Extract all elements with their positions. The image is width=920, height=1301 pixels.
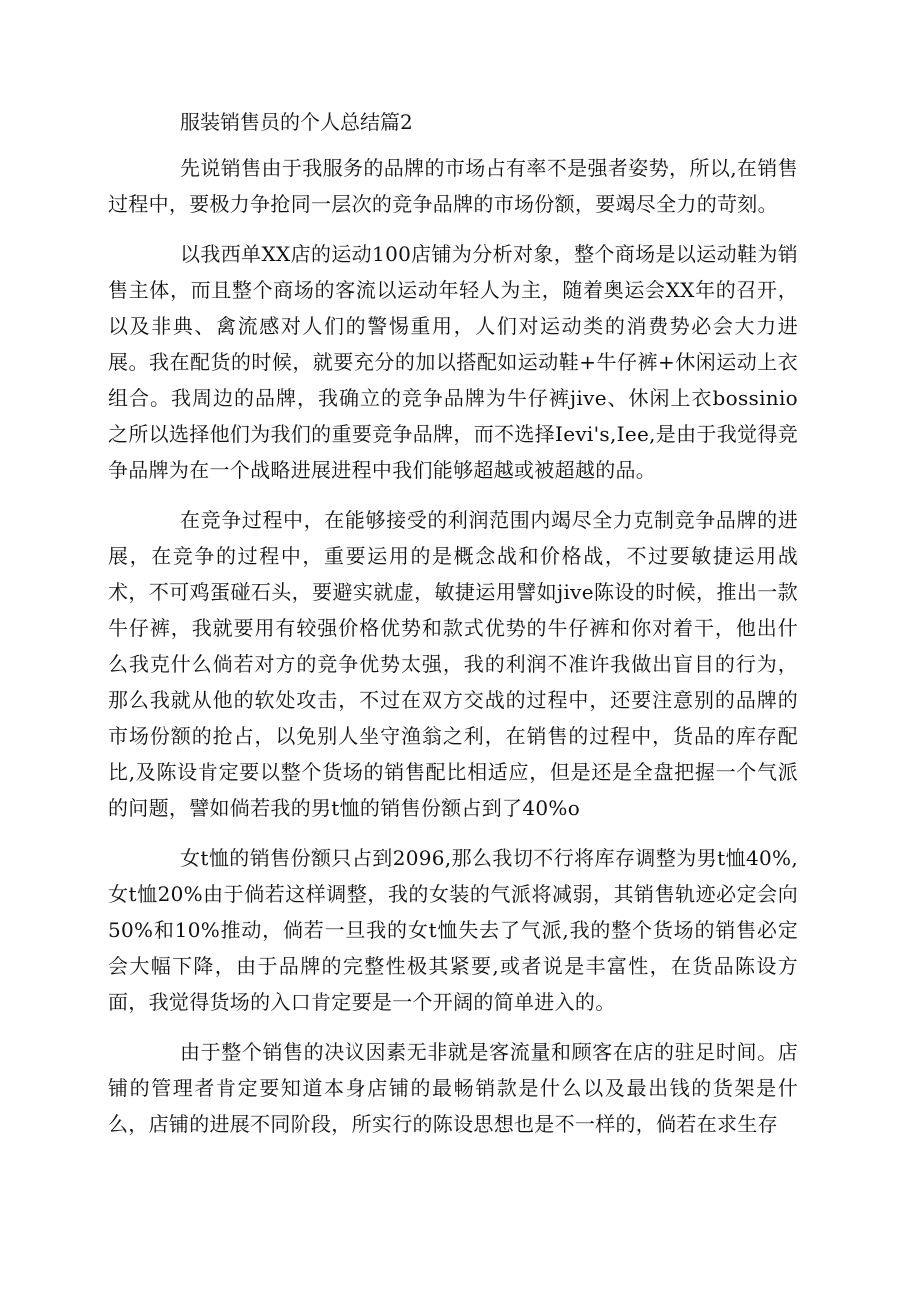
paragraph-2: 以我西单XX店的运动100店铺为分析对象，整个商场是以运动鞋为销售主体，而且整个商场的客流以运动年轻人为主，随着奥运会XX年的召开，以及非典、禽流感对人们的警惕重用，人们对运动类的消费势必会大力进展。我在配货的时候，就要充分的加以搭配如运动鞋+牛仔裤+休闲运动上衣组合。我周边的品牌，我确立的竞争品牌为牛仔裤jive、休闲上衣bossinio之所以选择他们为我们的重要竞争品牌，而不选择Ievi's,Iee,是由于我觉得竞争品牌为在一个战略进展进程中我们能够超越或被超越的品。 [108,242,798,482]
paragraph-4: 女t恤的销售份额只占到2096,那么我切不行将库存调整为男t恤40%,女t恤20%由于倘若这样调整，我的女装的气派将减弱，其销售轨迹必定会向50%和10%推动，倘若一旦我的女t恤失去了气派,我的整个货场的销售必定会大幅下降，由于品牌的完整性极其紧要,或者说是丰富性，在货品陈设方面，我觉得货场的入口肯定要是一个开阔的简单进入的。 [108,846,798,1014]
paragraph-1: 先说销售由于我服务的品牌的市场占有率不是强者姿势，所以,在销售过程中，要极力争抢同一层次的竞争品牌的市场份额，要竭尽全力的苛刻。 [108,156,798,216]
document-title: 服装销售员的个人总结篇2 [180,110,413,134]
paragraph-5: 由于整个销售的决议因素无非就是客流量和顾客在店的驻足时间。店铺的管理者肯定要知道本身店铺的最畅销款是什么以及最出钱的货架是什么，店铺的进展不同阶段，所实行的陈设思想也是不一样的，倘若在求生存 [108,1040,798,1136]
paragraph-3: 在竞争过程中，在能够接受的利润范围内竭尽全力克制竞争品牌的进展，在竞争的过程中，重要运用的是概念战和价格战，不过要敏捷运用战术，不可鸡蛋碰石头，要避实就虚，敏捷运用譬如jive陈设的时候，推出一款牛仔裤，我就要用有较强价格优势和款式优势的牛仔裤和你对着干，他出什么我克什么倘若对方的竞争优势太强，我的利润不准许我做出盲目的行为，那么我就从他的软处攻击，不过在双方交战的过程中，还要注意别的品牌的市场份额的抢占，以免别人坐守渔翁之利，在销售的过程中，货品的库存配比,及陈设肯定要以整个货场的销售配比相适应，但是还是全盘把握一个气派的问题，譬如倘若我的男t恤的销售份额占到了40%o [108,508,798,820]
document-page [108,104,798,1156]
